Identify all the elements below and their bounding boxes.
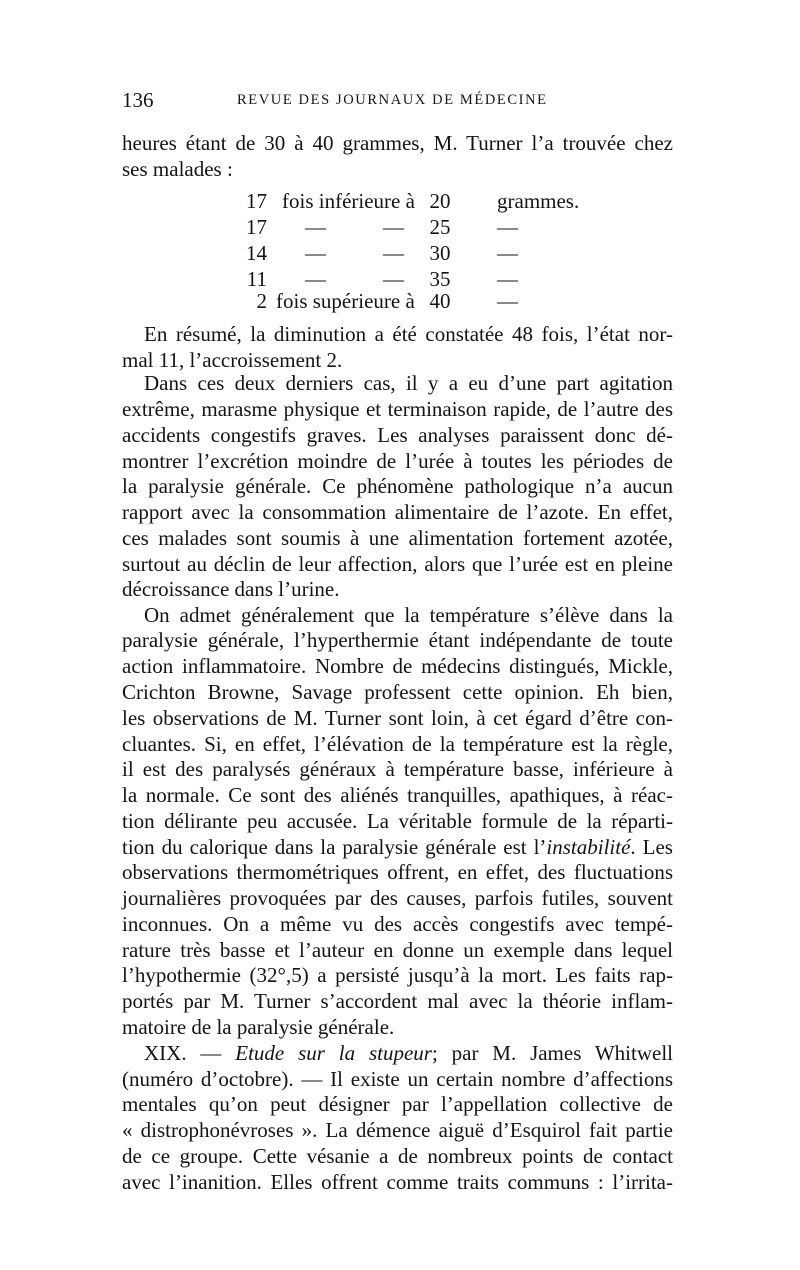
amount-cell: 40 — [429, 289, 451, 313]
text-line: rature très basse et l’auteur en donne un exemple dans lequel — [122, 938, 673, 962]
count-cell: 2 — [256, 289, 267, 313]
text-line: Dans ces deux derniers cas, il y a eu d’une part agitation — [144, 371, 673, 395]
unit-cell: — — [497, 215, 518, 239]
text-line: portés par M. Turner s’accordent mal avec la théorie inflam- — [122, 989, 673, 1013]
text-line: il est des paralysés généraux à température basse, inférieure à — [122, 757, 673, 781]
count-cell: 14 — [246, 241, 267, 265]
text-line: rapport avec la consommation alimentaire de l’azote. En effet, — [122, 500, 673, 524]
ditto-mark: — — [383, 241, 404, 265]
ditto-mark: — — [383, 267, 404, 291]
text-line: montrer l’excrétion moindre de l’urée à toutes les périodes de — [122, 449, 673, 473]
text-line: cluantes. Si, en effet, l’élévation de la température est la règle, — [122, 732, 673, 756]
amount-cell: 25 — [429, 215, 451, 239]
text-line: l’hypothermie (32°,5) a persisté jusqu’à la mort. Les faits rap- — [122, 963, 673, 987]
text-line: la paralysie générale. Ce phénomène pathologique n’a aucun — [122, 474, 673, 498]
text-line: paralysie générale, l’hyperthermie étant indépendante de toute — [122, 628, 673, 652]
text-line: En résumé, la diminution a été constatée 48 fois, l’état nor- — [144, 322, 673, 346]
text-line: mentales qu’on peut désigner par l’appellation collective de — [122, 1092, 673, 1116]
amount-cell: 30 — [429, 241, 451, 265]
text-line: journalières provoquées par des causes, parfois futiles, souvent — [122, 886, 673, 910]
text-run: ; par M. James Whitwell — [431, 1041, 673, 1065]
ditto-mark: — — [305, 241, 326, 265]
text-line: matoire de la paralysie générale. — [122, 1015, 395, 1039]
text-run: tion du calorique dans la paralysie générale est l’ — [122, 835, 547, 859]
amount-cell: 35 — [429, 267, 451, 291]
ditto-mark: — — [305, 267, 326, 291]
italic-term: instabilité — [546, 835, 631, 859]
unit-cell: — — [497, 267, 518, 291]
text-run: . Les — [630, 835, 673, 859]
text-line: tion délirante peu accusée. La véritable formule de la réparti- — [122, 809, 673, 833]
unit-cell: — — [497, 289, 518, 313]
text-line: Crichton Browne, Savage professent cette opinion. Eh bien, — [122, 680, 673, 704]
text-line: les observations de M. Turner sont loin, à cet égard d’être con- — [122, 706, 673, 730]
text-line: action inflammatoire. Nombre de médecins distingués, Mickle, — [122, 654, 673, 678]
count-cell: 11 — [246, 267, 267, 291]
unit-cell: grammes. — [497, 189, 580, 213]
page-header — [122, 88, 674, 114]
article-title: Etude sur la stupeur — [235, 1041, 432, 1065]
text-line: inconnues. On a même vu des accès congestifs avec tempé- — [122, 912, 673, 936]
text-line — [122, 834, 673, 860]
text-line: surtout au déclin de leur affection, alors que l’urée est en pleine — [122, 552, 673, 576]
text-line: décroissance dans l’urine. — [122, 577, 340, 601]
page-number: 136 — [122, 88, 154, 112]
count-cell: 17 — [246, 189, 267, 213]
text-line: extrême, marasme physique et terminaison rapide, de l’autre des — [122, 397, 673, 421]
text-line: (numéro d’octobre). — Il existe un certain nombre d’affections — [122, 1067, 673, 1091]
text-line: observations thermométriques offrent, en effet, des fluctuations — [122, 860, 673, 884]
text-line: ces malades sont soumis à une alimentation fortement azotée, — [122, 526, 673, 550]
text-line: On admet généralement que la température s’élève dans la — [144, 603, 673, 627]
text-line: mal 11, l’accroissement 2. — [122, 348, 343, 372]
text-line: accidents congestifs graves. Les analyses paraissent donc dé- — [122, 423, 673, 447]
text-line: avec l’inanition. Elles offrent comme traits communs : l’irrita- — [122, 1170, 673, 1194]
text-line: heures étant de 30 à 40 grammes, M. Turner l’a trouvée chez — [122, 131, 673, 155]
count-cell: 17 — [246, 215, 267, 239]
relation-cell: fois inférieure à — [282, 189, 415, 213]
unit-cell: — — [497, 241, 518, 265]
ditto-mark: — — [383, 215, 404, 239]
running-head: REVUE DES JOURNAUX DE MÉDECINE — [237, 92, 548, 108]
text-run: XIX. — — [144, 1041, 236, 1065]
text-line: ses malades : — [122, 157, 233, 181]
text-line: de ce groupe. Cette vésanie a de nombreux points de contact — [122, 1144, 673, 1168]
text-line: « distrophonévroses ». La démence aiguë d’Esquirol fait partie — [122, 1118, 673, 1142]
ditto-mark: — — [305, 215, 326, 239]
text-line — [144, 1040, 673, 1066]
relation-cell: fois supérieure à — [276, 289, 415, 313]
text-line: la normale. Ce sont des aliénés tranquilles, apathiques, à réac- — [122, 783, 673, 807]
amount-cell: 20 — [429, 189, 451, 213]
